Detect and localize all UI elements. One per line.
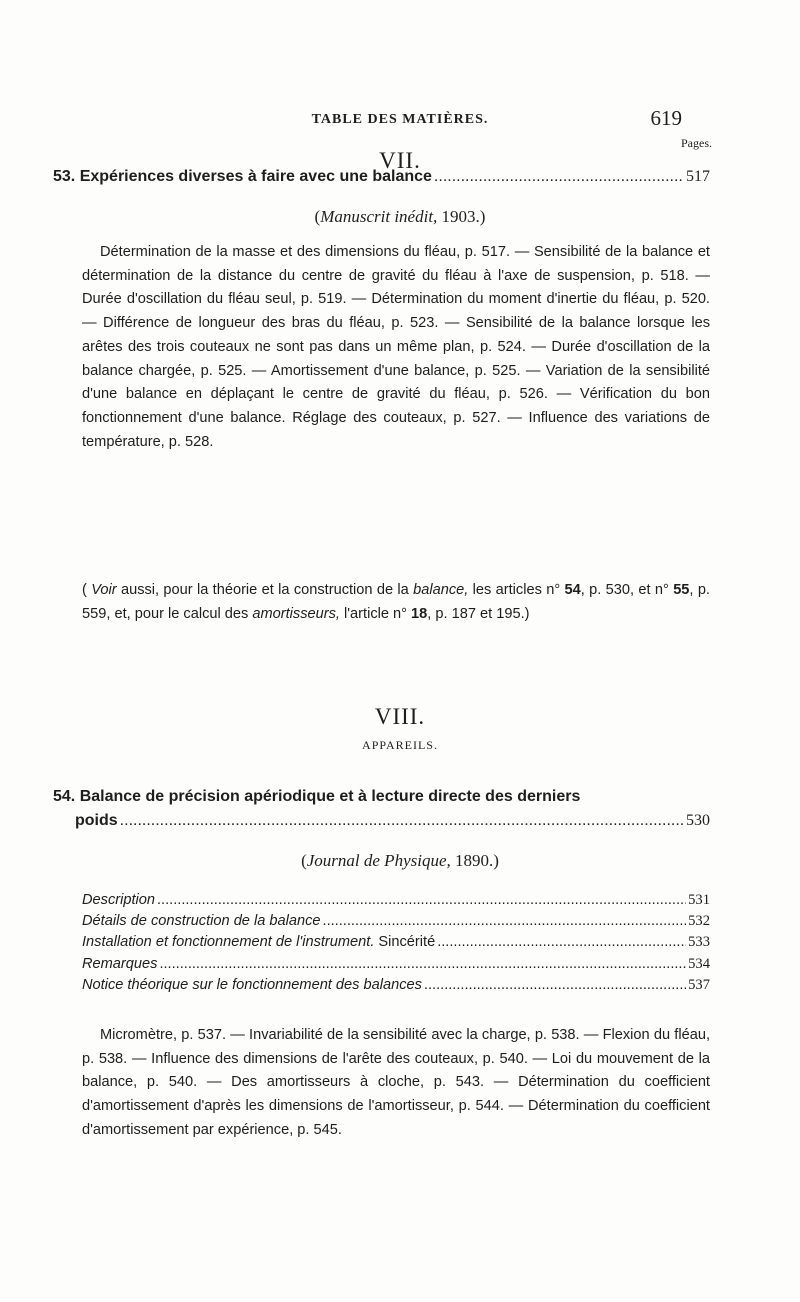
leader-dots [157, 892, 686, 908]
source-year: 1903. [441, 207, 480, 226]
source-citation-viii: (Journal de Physique, 1890.) [301, 851, 499, 870]
amortisseurs-text: amortisseurs, [252, 605, 340, 622]
subsection-page: 537 [688, 976, 710, 993]
toc-entry-54 [53, 785, 710, 833]
subsection-row [82, 934, 710, 955]
subsection-row [82, 977, 710, 998]
summary-paragraph-vii: Détermination de la masse et des dimensions du fléau, p. 517. — Sensibilité de la balance et détermination de la distance du centre de gravité du fléau à l'axe de suspension, p. 518. — Durée d'oscillation du fléau seul, p. 519. — Détermination du moment d'inertie du fléau, p. 520. — Différence de longueur des bras du fléau, p. 523. — Sensibilité de la balance lorsque les arêtes des trois couteaux ne sont pas dans un même plan, p. 524. — Durée d'oscillation de la balance chargée, p. 525. — Amortissement d'une balance, p. 525. — Variation de la sensibilité d'une balance en déplaçant le centre de gravité du fléau, p. 526. — Vérification du bon fonctionnement d'une balance. Réglage des couteaux, p. 527. — Influence des variations de température, p. 528. [82, 244, 710, 450]
subsection-label: Notice théorique sur le fonctionnement des balances [82, 976, 422, 993]
source-year: 1890. [455, 851, 494, 870]
note-text: l'article n° [339, 605, 412, 622]
subsection-label: Installation et fonctionnement de l'instrument. [82, 934, 375, 951]
leader-dots [434, 168, 684, 186]
section-viii-subtitle: APPAREILS. [362, 738, 438, 752]
source-title: Journal de Physique, [306, 851, 451, 870]
article-18-ref: 18 [411, 605, 428, 622]
entry-title-line1: Balance de précision apériodique et à lecture directe des derniers [79, 788, 581, 805]
note-text: les articles n° [468, 582, 565, 598]
leader-dots [424, 977, 686, 993]
section-vii-heading: VII. [379, 148, 421, 173]
pages-column-label: Pages. [681, 136, 712, 150]
leader-dots [323, 913, 687, 929]
voir-text: Voir [91, 582, 117, 598]
subsection-row [82, 956, 710, 977]
subsection-label: Détails de construction de la balance [82, 913, 321, 930]
entry-number: 53. [53, 168, 76, 185]
toc-entry-53 [53, 168, 710, 186]
entry-number: 54. [53, 788, 76, 805]
balance-text: balance, [413, 582, 469, 598]
entry-page: 517 [686, 168, 710, 185]
subsection-label: Description [82, 892, 155, 908]
source-citation-vii: (Manuscrit inédit, 1903.) [314, 207, 486, 226]
page-number: 619 [650, 106, 682, 130]
article-55-ref: 55 [673, 582, 690, 598]
see-also-note: ( Voir aussi, pour la théorie et la construction de la balance, les articles n° 54, p. 530, et n° 55, p. 559, et, pour le calcul des amortisseurs, l'article n° 18, p. 187 et 195.) [82, 582, 710, 622]
subsection-row [82, 913, 710, 934]
leader-dots [120, 809, 684, 833]
subsection-label: Remarques [82, 955, 158, 972]
summary-paragraph-viii: Micromètre, p. 537. — Invariabilité de la sensibilité avec la charge, p. 538. — Flexion du fléau, p. 538. — Influence des dimensions de l'arête des couteaux, p. 540. — Loi du mouvement de la balance, p. 540. — Des amortisseurs à cloche, p. 543. — Détermination du coefficient d'amortissement d'après les dimensions de l'amortisseur, p. 544. — Détermination du coefficient d'amortissement par expérience, p. 545. [82, 1027, 710, 1138]
subsection-page: 534 [688, 955, 710, 972]
leader-dots [159, 956, 686, 972]
leader-dots [437, 934, 686, 950]
subsection-page: 532 [688, 913, 710, 930]
subsection-page: 533 [688, 934, 710, 951]
article-54-ref: 54 [564, 582, 581, 598]
subsection-list [82, 892, 710, 998]
note-text: , p. 530, et n° [580, 582, 674, 598]
entry-title: Expériences diverses à faire avec une balance [79, 168, 432, 185]
subsection-row [82, 892, 710, 913]
subsection-extra: Sincérité [378, 934, 436, 951]
note-text: aussi, pour la théorie et la construction de la [116, 582, 414, 598]
entry-page: 530 [686, 812, 710, 829]
running-title: TABLE DES MATIÈRES. [311, 112, 489, 127]
note-text: , p. 187 et 195.) [427, 605, 530, 622]
subsection-page: 531 [688, 892, 710, 908]
section-viii-heading: VIII. [374, 704, 426, 729]
note-text: , p. 559, et, pour le calcul des [82, 582, 710, 622]
source-title: Manuscrit inédit, [320, 207, 438, 226]
entry-title-line2: poids [75, 812, 118, 829]
